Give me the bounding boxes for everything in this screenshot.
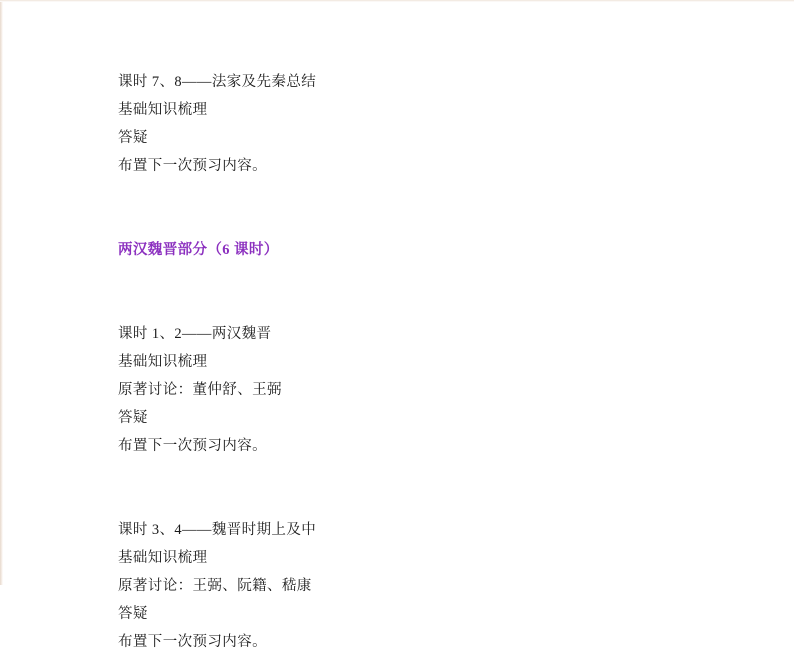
text-line: 原著讨论：董仲舒、王弼 xyxy=(118,382,282,398)
text-line: 布置下一次预习内容。 xyxy=(118,158,267,174)
text-line: 答疑 xyxy=(118,606,148,622)
text-line: 布置下一次预习内容。 xyxy=(118,634,267,650)
text-line: 课时 1、2——两汉魏晋 xyxy=(118,326,272,342)
text-line: 原著讨论：王弼、阮籍、嵇康 xyxy=(118,578,312,594)
section-heading-han-wei-jin: 两汉魏晋部分（6 课时） xyxy=(118,242,279,258)
paragraph-spacer xyxy=(118,264,678,320)
lesson-block-han-wei-jin-1-2 xyxy=(118,320,678,460)
page-edge-left xyxy=(0,0,3,585)
paragraph-spacer xyxy=(118,460,678,516)
lesson-block-han-wei-jin-3-4 xyxy=(118,516,678,656)
text-line: 答疑 xyxy=(118,410,148,426)
page-edge-top xyxy=(0,0,794,2)
text-line: 答疑 xyxy=(118,130,148,146)
text-line: 课时 3、4——魏晋时期上及中 xyxy=(118,522,317,538)
text-line: 基础知识梳理 xyxy=(118,102,208,118)
text-line: 基础知识梳理 xyxy=(118,550,208,566)
text-line: 课时 7、8——法家及先秦总结 xyxy=(118,74,317,90)
paragraph-spacer xyxy=(118,180,678,236)
text-line: 基础知识梳理 xyxy=(118,354,208,370)
text-line: 布置下一次预习内容。 xyxy=(118,438,267,454)
lesson-block-pre-qin-end xyxy=(118,68,678,180)
document-content xyxy=(118,68,678,656)
